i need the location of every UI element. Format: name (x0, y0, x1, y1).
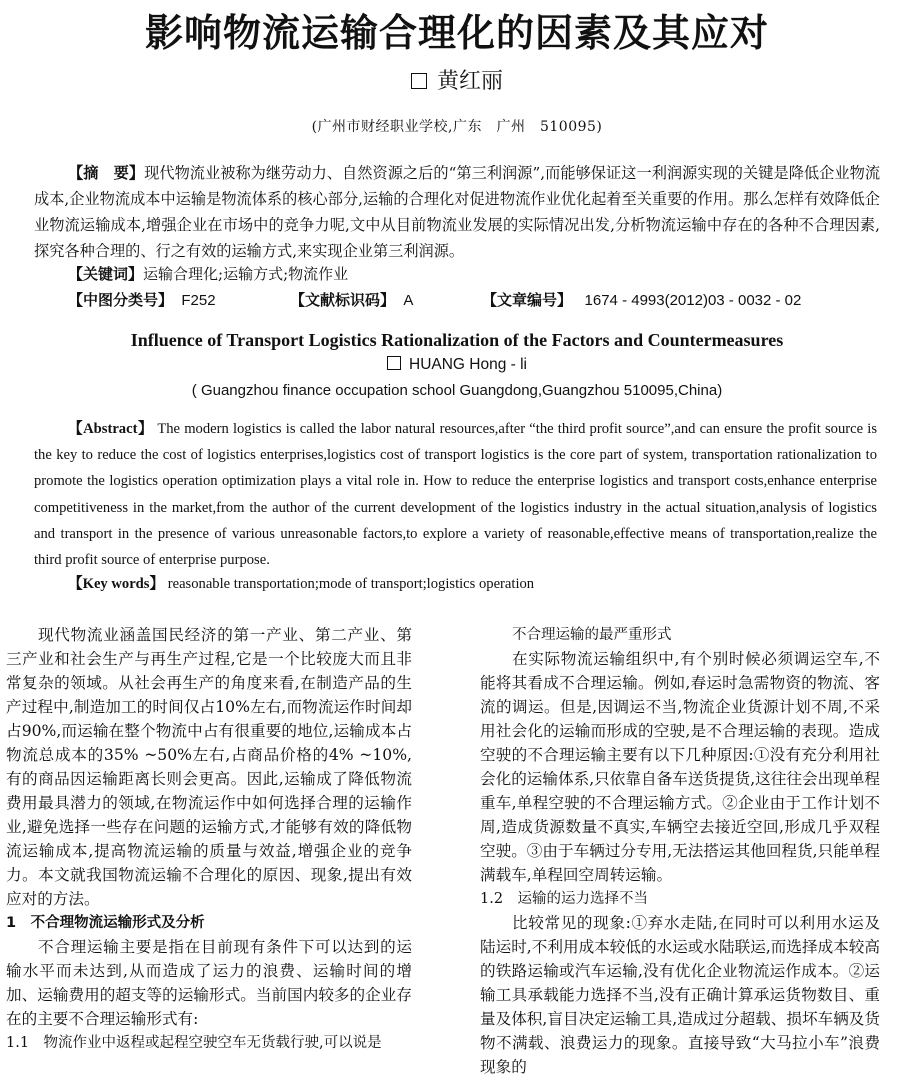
abstract-cn (34, 160, 880, 264)
body-column-right (480, 623, 880, 1079)
keywords-en-label: 【Key words】 (68, 576, 165, 592)
body-column-left (6, 623, 412, 1055)
author-name: 黄红丽 (436, 69, 503, 94)
author-box-icon (411, 73, 427, 89)
keywords-cn-label: 【关键词】 (68, 265, 144, 283)
abstract-en-text: The modern logistics is called the labor natural resources,after “the third profit source”,and can ensure the profit source is the key to reduce the cost of logistics enterprises,logistics cost of transport logistics is the core part of system, transportation rationalization to promote the logistics operation optimization plays a vital role in. How to reduce the enterprise logistics and transport costs,enhance enterprise competitiveness in the market,from the author of the current development of the logistics industry in the actual situation,analysis of logistics and transport in the presence of various unreasonable factors,to explore a variety of reasonable,effective means of transportation,realize the third profit source of enterprise purpose. (34, 421, 877, 569)
keywords-en (68, 572, 534, 593)
doc-value: A (403, 292, 414, 309)
paper-title: 影响物流运输合理化的因素及其应对 (144, 10, 769, 55)
english-author-box-icon (387, 356, 401, 370)
clc-code (68, 289, 216, 310)
english-author-line (0, 356, 914, 374)
section-1-1-paragraph: 在实际物流运输组织中,有个别时候必须调运空车,不能将其看成不合理运输。例如,春运时急需物资的物流、客流的调运。但是,因调运不当,物流企业货源计划不周,不采用社会化的运输而形成的空驶,是不合理运输的表现。造成空驶的不合理运输主要有以下几种原因:①没有充分利用社会化的运输体系,只依靠自备车送货提货,这往往会出现单程重车,单程空驶的不合理运输方式。②企业由于工作计划不周,造成货源数量不真实,车辆空去接近空回,形成几乎双程空驶。③由于车辆过分专用,无法搭运其他回程货,只能单程满载车,单程回空周转运输。 (480, 650, 880, 884)
doc-label: 【文献标识码】 (290, 291, 396, 309)
art-label: 【文章编号】 (482, 291, 573, 309)
clc-value: F252 (181, 292, 216, 309)
keywords-en-text: reasonable transportation;mode of transport;logistics operation (164, 576, 535, 592)
author-line (0, 64, 914, 95)
english-author-name: HUANG Hong - li (409, 356, 527, 373)
article-number (482, 289, 801, 310)
abstract-en (34, 416, 877, 573)
section-1-2-heading: 1.2 运输的运力选择不当 (480, 891, 649, 907)
keywords-cn (68, 263, 348, 284)
abstract-cn-text: 现代物流业被称为继劳动力、自然资源之后的“第三利润源”,而能够保证这一利润源实现的关键是降低企业物流成本,企业物流成本中运输是物流体系的核心部分,运输的合理化对促进物流作业优化起着至关重要的作用。那么怎样有效降低企业物流运输成本,增强企业在市场中的竞争力呢,文中从目前物流业发展的实际情况出发,分析物流运输中存在的各种不合理因素,探究各种合理的、行之有效的运输方式,来实现企业第三利润源。 (34, 164, 881, 260)
section-1-1-heading-cont: 不合理运输的最严重形式 (512, 627, 672, 643)
keywords-cn-text: 运输合理化;运输方式;物流作业 (143, 265, 349, 283)
section-1-2-paragraph: 比较常见的现象:①弃水走陆,在同时可以利用水运及陆运时,不利用成本较低的水运或水陆联运,而选择成本较高的铁路运输或汽车运输,没有优化企业物流运作成本。②运输工具承载能力选择不当,没有正确计算承运货物数目、重量及体积,盲目决定运输工具,造成过分超载、损坏车辆及货物不满载、浪费运力的现象。直接导致“大马拉小车”浪费现象的 (480, 914, 880, 1076)
art-value: 1674 - 4993(2012)03 - 0032 - 02 (584, 292, 802, 309)
abstract-en-label: 【Abstract】 (68, 421, 154, 437)
intro-paragraph: 现代物流业涵盖国民经济的第一产业、第二产业、第三产业和社会生产与再生产过程,它是一个比较庞大而且非常复杂的领域。从社会再生产的角度来看,在制造产品的生产过程中,制造加工的时间仅占10%左右,而物流运作时间却占90%,而运输在整个物流中占有很重要的地位,运输成本占物流总成本的35% ~50%左右,占商品价格的4% ~10%,有的商品因运输距离长则会更高。因此,运输成了降低物流费用最具潜力的领域,在物流运作中如何选择合理的运输作业,避免选择一些存在问题的运输方式,才能够有效的降低物流运输成本,提高物流运输的质量与效益,增强企业的竞争力。本文就我国物流运输不合理化的原因、现象,提出有效应对的方法。 (6, 626, 412, 908)
clc-label: 【中图分类号】 (68, 291, 174, 309)
section-1-1-heading: 1.1 物流作业中返程或起程空驶空车无货载行驶,可以说是 (6, 1035, 382, 1051)
affiliation: (广州市财经职业学校,广东 广州 510095) (311, 119, 603, 135)
doc-code (290, 289, 413, 310)
english-title: Influence of Transport Logistics Rationalization of the Factors and Countermeasures (130, 330, 784, 350)
section-1-paragraph: 不合理运输主要是指在目前现有条件下可以达到的运输水平而未达到,从而造成了运力的浪费、运输时间的增加、运输费用的超支等的运输形式。当前国内较多的企业存在的主要不合理运输形式有: (6, 938, 412, 1028)
english-affiliation: ( Guangzhou finance occupation school Guangdong,Guangzhou 510095,China) (191, 382, 723, 399)
abstract-cn-label: 【摘 要】 (68, 164, 145, 182)
section-1-heading: 1 不合理物流运输形式及分析 (6, 915, 205, 931)
